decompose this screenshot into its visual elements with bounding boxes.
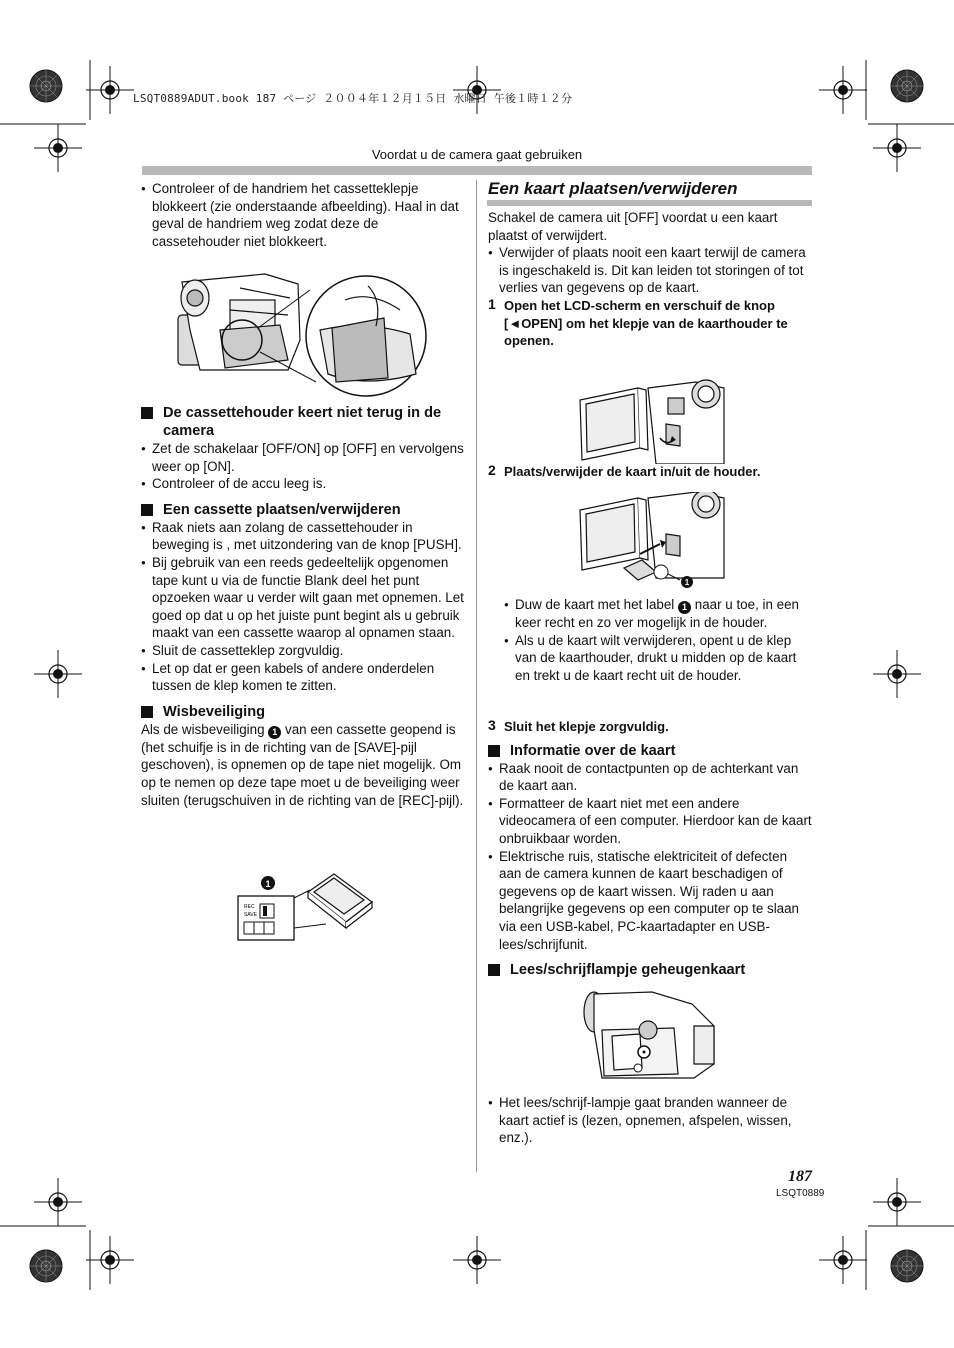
step-2 — [488, 463, 813, 481]
step-1-number: 1 — [488, 295, 496, 312]
h1-bullet-2: ● Controleer of de accu leeg is. — [141, 475, 466, 493]
file-info-header: LSQT0889ADUT.book 187 ページ ２００４年１２月１５日 水曜日 午後１時１２分 — [133, 92, 573, 105]
page-number: 187 — [788, 1168, 812, 1185]
section-title: Een kaart plaatsen/verwijderen — [488, 179, 738, 198]
left-sections — [141, 396, 466, 809]
heading-square-icon — [488, 745, 500, 757]
right-column-top — [488, 209, 813, 350]
wis-paragraph — [141, 721, 466, 809]
heading-lamp-text: Lees/schrijflampje geheugenkaart — [510, 962, 746, 979]
h2-bullet-2: ● Bij gebruik van een reeds gedeeltelijk opgenomen tape kunt u via de functie Blank deel het punt opzoeken waar u verder wilt gaan met opnemen. Let goed op dat u op het juiste punt begint als u gebruik maakt van een cassette waarop al opnamen staan. — [141, 554, 466, 642]
step-2-text: Plaats/verwijder de kaart in/uit de houder. — [504, 464, 761, 479]
right-intro: Schakel de camera uit [OFF] voordat u een kaart plaatst of verwijdert. — [488, 210, 778, 243]
h2-bullet-3: ● Sluit de cassetteklep zorgvuldig. — [141, 642, 466, 660]
heading-cassette-insert-text: Een cassette plaatsen/verwijderen — [163, 501, 401, 518]
running-title: Voordat u de camera gaat gebruiken — [371, 147, 583, 162]
heading-wisbeveiliging-text: Wisbeveiliging — [163, 703, 266, 720]
wis-text-a: Als de wisbeveiliging — [141, 721, 265, 737]
access-lamp-figure — [582, 990, 718, 1082]
wis-text-b: van een cassette geopend is (het schuifje is in de richting van de [SAVE]-pijl geschoven), is opnemen op de tape niet mogelijk. Om op te nemen op deze tape moet u de beveiliging weer sluiten (terugschuiven in de richting van de [REC]-pijl). — [141, 721, 464, 808]
heading-card-info-text: Informatie over de kaart — [510, 742, 676, 759]
step-3 — [488, 718, 813, 736]
cassette-protect-figure — [230, 868, 380, 944]
heading-square-icon — [141, 706, 153, 718]
heading-square-icon — [141, 407, 153, 419]
step-2-block — [488, 463, 813, 481]
step-3-text: Sluit het klepje zorgvuldig. — [504, 719, 669, 734]
h2-bullet-1: ● Raak niets aan zolang de cassettehouder in beweging is , met uitzondering van de knop [PUSH]. — [141, 519, 466, 554]
intro-bullet: ● Controleer of de handriem het cassetteklepje blokkeert (zie onderstaande afbeelding). Haal in dat geval de handriem weg zodat deze de cassetehouder niet blokkeert. — [141, 180, 466, 250]
heading-cassette-holder — [141, 404, 466, 440]
lamp-bullet-block — [488, 1094, 813, 1147]
fig-save-label: SAVE — [244, 912, 257, 918]
info-bullet-2: ● Formatteer de kaart niet met een andere videocamera of een computer. Hierdoor kan de kaart onbruikbaar worden. — [488, 795, 813, 848]
column-divider — [476, 180, 477, 1172]
info-bullet-1: ● Raak nooit de contactpunten op de achterkant van de kaart aan. — [488, 760, 813, 795]
heading-wisbeveiliging — [141, 703, 466, 721]
document-code: LSQT0889 — [776, 1188, 825, 1199]
marker-1-icon: 1 — [268, 726, 281, 739]
heading-cassette-insert — [141, 501, 466, 519]
step2-bullet-1 — [504, 596, 812, 632]
lamp-bullet: ● Het lees/schrijf-lampje gaat branden wanneer de kaart actief is (lezen, opnemen, afspelen, wissen, enz.). — [488, 1094, 813, 1147]
step-1 — [488, 297, 813, 350]
heading-square-icon — [141, 504, 153, 516]
marker-1-icon: 1 — [678, 601, 691, 614]
h1-bullet-1: ● Zet de schakelaar [OFF/ON] op [OFF] en vervolgens weer op [ON]. — [141, 440, 466, 475]
fig-marker-1: 1 — [265, 879, 271, 889]
fig2-marker-1: 1 — [684, 578, 690, 587]
top-rule — [142, 166, 812, 175]
heading-card-info — [488, 742, 813, 760]
step-3-number: 3 — [488, 717, 496, 733]
right-column-middle — [504, 596, 812, 684]
step2-bullet-2: ● Als u de kaart wilt verwijderen, opent u de klep van de kaarthouder, drukt u midden op de kaart en trekt u de kaart recht uit de houder. — [504, 632, 812, 685]
right-intro-bullet: ● Verwijder of plaats nooit een kaart terwijl de camera is ingeschakeld is. Dit kan leiden tot storingen of tot verlies van gegevens op de kaart. — [488, 244, 813, 297]
left-column — [141, 180, 466, 250]
heading-cassette-holder-text: De cassettehouder keert niet terug in de camera — [163, 405, 442, 439]
step2-bullet-1-a: Duw de kaart met het label — [515, 597, 675, 612]
heading-lamp — [488, 961, 813, 979]
camera-handstrap-figure — [170, 270, 432, 398]
step-1-text: Open het LCD-scherm en verschuif de knop [◄OPEN] om het klepje van de kaarthouder te openen. — [504, 297, 788, 349]
section-title-rule — [487, 200, 812, 206]
fig-rec-label: REC — [244, 904, 255, 910]
info-bullet-3: ● Elektrische ruis, statische elektriciteit of defecten aan de camera kunnen de kaart beschadigen of gegevens op de kaart wissen. Wij raden u aan belangrijke gegevens op een computer op te slaan via een USB-kabel, PC-kaartadapter en USB-lees/schrijfunit. — [488, 848, 813, 954]
step-2-number: 2 — [488, 462, 496, 478]
lcd-open-figure — [576, 378, 726, 464]
step2-bullet-1-b: naar u toe, in een keer recht en zo ver mogelijk in de houder. — [515, 597, 799, 630]
heading-square-icon — [488, 964, 500, 976]
card-insert-figure — [576, 492, 726, 588]
right-column-lower — [488, 718, 813, 979]
h2-bullet-4: ● Let op dat er geen kabels of andere onderdelen tussen de klep komen te zitten. — [141, 660, 466, 695]
